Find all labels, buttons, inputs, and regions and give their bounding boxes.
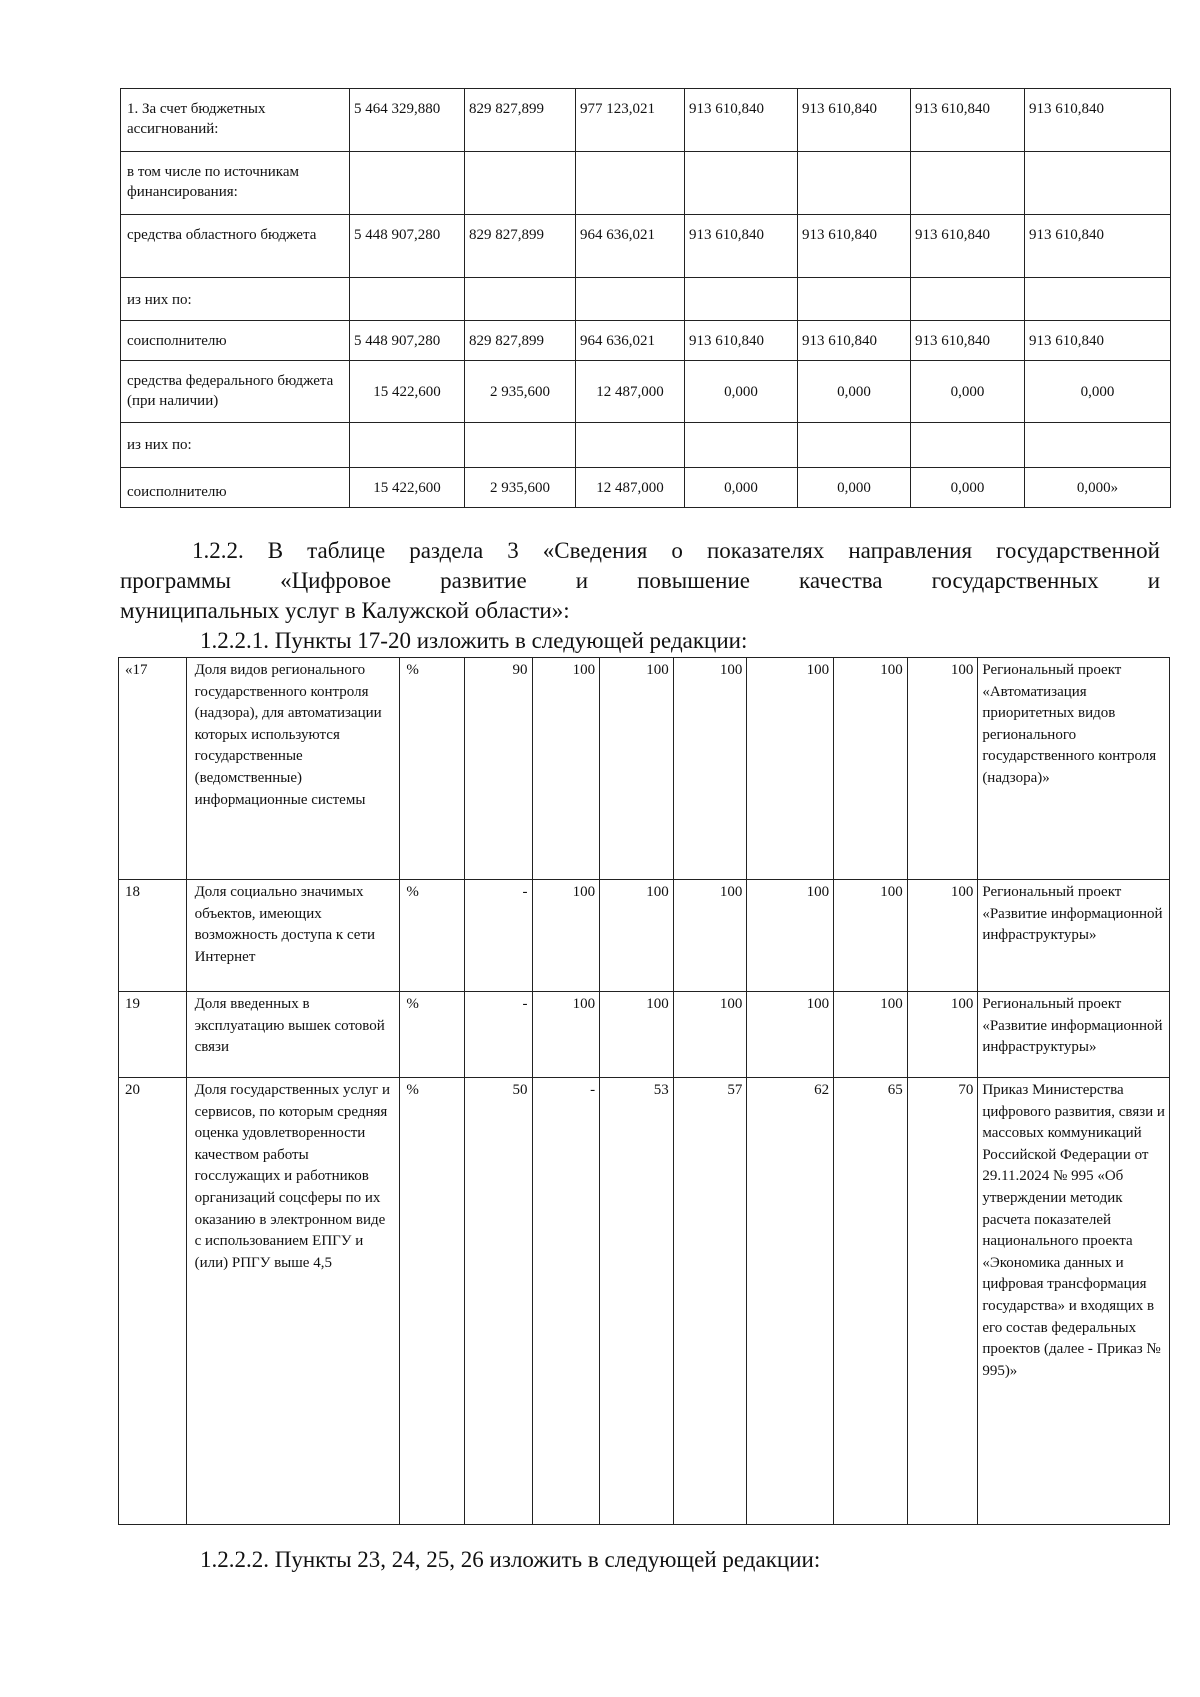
cell-value: 0,000 [911, 361, 1025, 423]
unit: % [400, 658, 465, 880]
row-label: соисполнителю [121, 468, 350, 508]
cell-value: 100 [600, 658, 674, 880]
cell-value: 0,000 [798, 468, 911, 508]
indicator-name: Доля введенных в эксплуатацию вышек сотовой связи [186, 992, 400, 1078]
row-label: средства областного бюджета [121, 215, 350, 278]
cell-value: 100 [673, 658, 747, 880]
cell-value: 65 [834, 1078, 908, 1525]
table-row [121, 423, 1171, 468]
row-number: 19 [119, 992, 187, 1078]
paragraph-line: 1.2.2. В таблице раздела 3 «Сведения о показателях направления государственной [192, 538, 1160, 563]
row-label: в том числе по источникам финансирования: [121, 152, 350, 215]
unit: % [400, 992, 465, 1078]
cell-value [1025, 423, 1171, 468]
cell-value: 2 935,600 [465, 361, 576, 423]
cell-value: 5 448 907,280 [350, 321, 465, 361]
cell-value [685, 152, 798, 215]
cell-value [350, 423, 465, 468]
table-row [119, 880, 1170, 992]
cell-value: 100 [747, 658, 834, 880]
cell-value: 100 [673, 880, 747, 992]
subsection-heading: 1.2.2.1. Пункты 17-20 изложить в следующей редакции: [200, 628, 748, 653]
row-label: 1. За счет бюджетных ассигнований: [121, 89, 350, 152]
cell-value: 100 [532, 880, 600, 992]
cell-value [1025, 152, 1171, 215]
cell-value: 829 827,899 [465, 215, 576, 278]
cell-value [576, 152, 685, 215]
indicators-table [118, 657, 1170, 1525]
cell-value [576, 278, 685, 321]
cell-value: 100 [600, 992, 674, 1078]
row-label: средства федерального бюджета (при наличии) [121, 361, 350, 423]
table-row [119, 992, 1170, 1078]
source-document: Региональный проект «Развитие информационной инфраструктуры» [978, 992, 1170, 1078]
cell-value [576, 423, 685, 468]
cell-value: 913 610,840 [685, 89, 798, 152]
cell-value: 100 [747, 880, 834, 992]
cell-value: 913 610,840 [798, 215, 911, 278]
indicator-name: Доля государственных услуг и сервисов, по которым средняя оценка удовлетворенности качеством работы госслужащих и работников организаций соцсферы по их оказанию в электронном виде с использованием ЕПГУ и (или) РПГУ выше 4,5 [186, 1078, 400, 1525]
cell-value: 0,000 [685, 468, 798, 508]
amendment-paragraph [120, 536, 1160, 626]
table-row [121, 215, 1171, 278]
cell-value: 100 [673, 992, 747, 1078]
cell-value: 977 123,021 [576, 89, 685, 152]
cell-value: 913 610,840 [911, 321, 1025, 361]
subsection-heading: 1.2.2.2. Пункты 23, 24, 25, 26 изложить в следующей редакции: [200, 1547, 821, 1572]
cell-value: 913 610,840 [685, 321, 798, 361]
cell-value: 15 422,600 [350, 468, 465, 508]
source-document: Приказ Министерства цифрового развития, связи и массовых коммуникаций Российской Федерации от 29.11.2024 № 995 «Об утверждении методик расчета показателей национального проекта «Экономика данных и цифровая трансформация государства» и входящих в его состав федеральных проектов (далее - Приказ № 995)» [978, 1078, 1170, 1525]
cell-value [1025, 278, 1171, 321]
cell-value [350, 278, 465, 321]
cell-value: 913 610,840 [1025, 321, 1171, 361]
cell-value: 90 [464, 658, 532, 880]
cell-value: 913 610,840 [1025, 89, 1171, 152]
cell-value: 5 448 907,280 [350, 215, 465, 278]
table-row [121, 361, 1171, 423]
cell-value: 5 464 329,880 [350, 89, 465, 152]
cell-value: 100 [532, 992, 600, 1078]
cell-value: 12 487,000 [576, 361, 685, 423]
cell-value: 50 [464, 1078, 532, 1525]
cell-value: 57 [673, 1078, 747, 1525]
cell-value: 0,000 [798, 361, 911, 423]
cell-value: 12 487,000 [576, 468, 685, 508]
cell-value: 0,000 [911, 468, 1025, 508]
cell-value: 15 422,600 [350, 361, 465, 423]
cell-value: 100 [907, 880, 978, 992]
cell-value [465, 278, 576, 321]
paragraph-line: муниципальных услуг в Калужской области»: [120, 598, 570, 623]
cell-value: 0,000 [685, 361, 798, 423]
unit: % [400, 880, 465, 992]
cell-value [685, 278, 798, 321]
cell-value: 829 827,899 [465, 321, 576, 361]
cell-value [798, 152, 911, 215]
row-number: «17 [119, 658, 187, 880]
cell-value: 100 [834, 880, 908, 992]
indicator-name: Доля социально значимых объектов, имеющих возможность доступа к сети Интернет [186, 880, 400, 992]
cell-value: 913 610,840 [911, 89, 1025, 152]
paragraph-line: программы «Цифровое развитие и повышение качества государственных и [120, 568, 1160, 593]
cell-value [685, 423, 798, 468]
cell-value: 913 610,840 [911, 215, 1025, 278]
cell-value: 70 [907, 1078, 978, 1525]
cell-value: 2 935,600 [465, 468, 576, 508]
cell-value: 100 [600, 880, 674, 992]
cell-value [911, 278, 1025, 321]
source-document: Региональный проект «Развитие информационной инфраструктуры» [978, 880, 1170, 992]
funding-table [120, 88, 1171, 508]
cell-value: - [464, 880, 532, 992]
unit: % [400, 1078, 465, 1525]
row-number: 20 [119, 1078, 187, 1525]
cell-value: 53 [600, 1078, 674, 1525]
table-row [121, 468, 1171, 508]
row-number: 18 [119, 880, 187, 992]
source-document: Региональный проект «Автоматизация приоритетных видов регионального государственного контроля (надзора)» [978, 658, 1170, 880]
row-label: соисполнителю [121, 321, 350, 361]
cell-value [911, 152, 1025, 215]
cell-value: 62 [747, 1078, 834, 1525]
cell-value: 913 610,840 [798, 89, 911, 152]
table-row [121, 278, 1171, 321]
table-row [121, 321, 1171, 361]
indicator-name: Доля видов регионального государственного контроля (надзора), для автоматизации которых используются государственные (ведомственные) информационные системы [186, 658, 400, 880]
cell-value: 913 610,840 [798, 321, 911, 361]
cell-value: 964 636,021 [576, 215, 685, 278]
table-row [121, 152, 1171, 215]
cell-value: 100 [907, 658, 978, 880]
cell-value: 829 827,899 [465, 89, 576, 152]
cell-value: 913 610,840 [685, 215, 798, 278]
cell-value [911, 423, 1025, 468]
cell-value: - [464, 992, 532, 1078]
cell-value: 100 [834, 658, 908, 880]
cell-value: 0,000 [1025, 361, 1171, 423]
row-label: из них по: [121, 278, 350, 321]
cell-value: 100 [747, 992, 834, 1078]
cell-value [798, 423, 911, 468]
cell-value: 100 [532, 658, 600, 880]
cell-value [465, 423, 576, 468]
cell-value: 100 [834, 992, 908, 1078]
cell-value: 913 610,840 [1025, 215, 1171, 278]
cell-value [798, 278, 911, 321]
table-row [121, 89, 1171, 152]
cell-value: 100 [907, 992, 978, 1078]
cell-value: 964 636,021 [576, 321, 685, 361]
cell-value: - [532, 1078, 600, 1525]
cell-value [465, 152, 576, 215]
row-label: из них по: [121, 423, 350, 468]
cell-value [350, 152, 465, 215]
table-row [119, 1078, 1170, 1525]
table-row [119, 658, 1170, 880]
cell-value: 0,000» [1025, 468, 1171, 508]
